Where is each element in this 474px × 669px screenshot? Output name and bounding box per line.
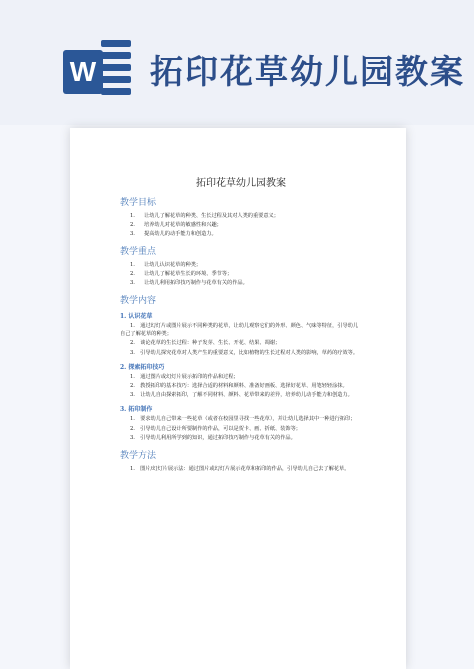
list-item: 2. 让幼儿了解花草生长的环境、季节等； xyxy=(130,271,233,277)
list-item: 2. 培养幼儿对花草的敏感性和兴趣； xyxy=(130,222,222,228)
paragraph: 2. 谈论花草的生长过程：种子发芽、生长、开花、结果、凋谢； xyxy=(130,340,281,347)
paragraph: 3. 引导幼儿利用所学到的知识，通过拓印技巧制作与花草有关的作品。 xyxy=(130,434,296,441)
document-banner xyxy=(0,0,474,125)
document-body xyxy=(120,174,362,474)
subsection-heading-making: 3. 拓印制作 xyxy=(120,406,153,414)
word-icon-lines xyxy=(101,40,131,104)
list-item: 1. 让幼儿了解花草的种类、生长过程及其对人类的重要意义； xyxy=(130,213,279,219)
subsection-heading-technique: 2. 探索拓印技巧 xyxy=(120,363,165,371)
section-heading-focus: 教学重点 xyxy=(120,247,157,257)
word-logo-letter: W xyxy=(63,50,103,94)
subsection-heading-recognize: 1. 认识花草 xyxy=(120,313,153,320)
document-title: 拓印花草幼儿园教案 xyxy=(196,178,286,189)
document-page xyxy=(70,128,406,669)
banner-title: 拓印花草幼儿园教案 xyxy=(150,52,465,91)
paragraph: 3. 引导幼儿探究花草对人类产生的重要意义，比如植物的生长过程对人类的影响，草药的疗效等。 xyxy=(130,349,359,356)
list-item: 3. 提高幼儿的动手能力和创造力。 xyxy=(130,231,217,237)
word-app-icon xyxy=(63,40,135,104)
paragraph: 3. 让幼儿自由探索拓印，了解不同材料、颜料、花草带来的差异，培养幼儿动手能力和创造力。 xyxy=(130,392,353,399)
paragraph: 2. 引导幼儿自己设计所要制作的作品，可以是贺卡、画、折纸、装饰等； xyxy=(130,425,301,432)
list-item: 3. 让幼儿利用拓印技巧制作与花草有关的作品。 xyxy=(130,280,248,286)
paragraph: 1. 通过幻灯片或图片展示不同种类的花草，让幼儿观察它们的外形、颜色、气味等特征，引导幼儿自己了解花草的种类； xyxy=(120,323,359,338)
list-item: 1. 让幼儿认识花草的种类； xyxy=(130,262,202,268)
paragraph: 1. 通过图片或幻灯片展示拓印的作品和过程； xyxy=(130,373,239,380)
paragraph: 2. 教授拓印的基本技巧：选择合适的材料和颜料、准备好画板、选择好花草、用笔轻轻涂抹。 xyxy=(130,383,348,390)
section-heading-methods: 教学方法 xyxy=(120,451,157,462)
section-heading-goals: 教学目标 xyxy=(120,198,157,208)
section-heading-content: 教学内容 xyxy=(120,296,157,306)
paragraph: 1. 图片/幻灯片展示法：通过图片或幻灯片展示花草和拓印的作品，引导幼儿自己去了解花草。 xyxy=(130,466,350,473)
paragraph: 1. 要求幼儿自己带来一些花草（或者在校园里寻找一些花草），并让幼儿选择其中一种进行拓印； xyxy=(130,416,356,423)
